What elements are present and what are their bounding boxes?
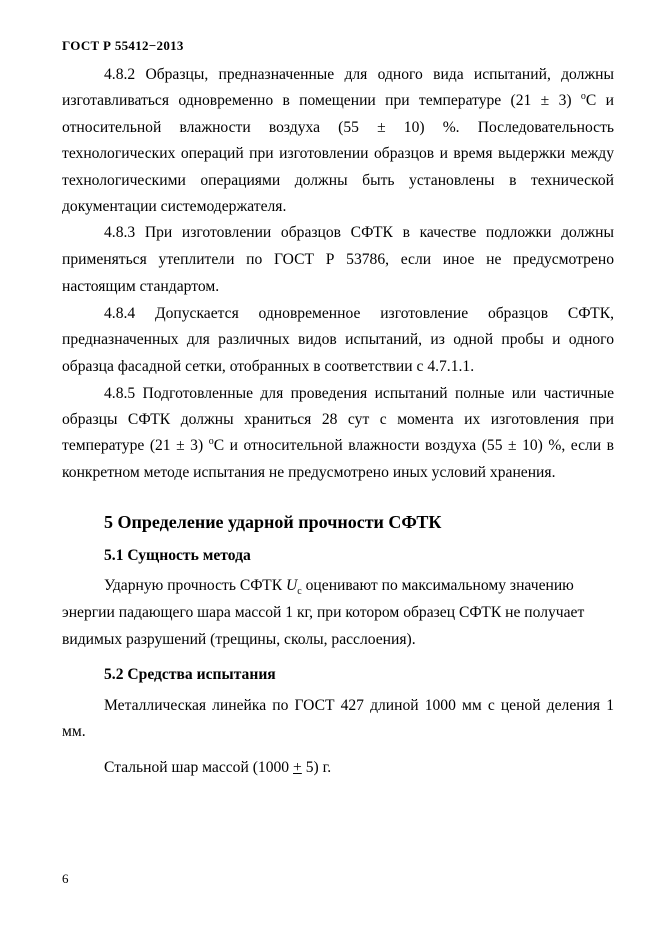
paragraph-text: Стальной шар массой (1000: [104, 758, 294, 776]
paragraph-text: С и относительной влажности воздуха (55 ± 10) %, если в конкретном методе испытания не предусмотрено иных условий хранения.: [62, 437, 614, 481]
degree-sign: о: [208, 436, 214, 448]
paragraph-4-8-2: [62, 62, 614, 220]
paragraph-4-8-3: 4.8.3 При изготовлении образцов СФТК в качестве подложки должны применяться утеплители по ГОСТ Р 53786, если иное не предусмотрено настоящим стандартом.: [62, 224, 614, 296]
paragraph-text: оценивают по максимальному значению энергии падающего шара массой 1 кг, при котором образец СФТК не получает видимых разрушений (трещины, сколы, расслоения).: [62, 576, 585, 648]
paragraph-5-2-ball: [62, 755, 614, 781]
page-content: [62, 62, 614, 781]
paragraph-text: С и относительной влажности воздуха (55 ± 10) %. Последовательность технологических операций при изготовлении образцов и время выдержки между технологическими операциями должны быть установлены в технической документации системодержателя.: [62, 92, 614, 216]
subsection-5-1-title: 5.1 Сущность метода: [104, 546, 251, 564]
paragraph-text: Ударную прочность СФТК: [104, 576, 287, 594]
symbol-subscript: c: [297, 585, 302, 597]
paragraph-text: 4.8.5 Подготовленные для проведения испытаний полные или частичные образцы СФТК должны храниться 28 сут с момента их изготовления при температуре (21 ± 3): [62, 384, 614, 455]
document-header: ГОСТ Р 55412−2013: [62, 38, 184, 53]
paragraph-5-2-ruler: Металлическая линейка по ГОСТ 427 длиной 1000 мм с ценой деления 1 мм.: [62, 696, 614, 740]
paragraph-text: 4.8.2 Образцы, предназначенные для одного вида испытаний, должны изготавливаться одновременно в помещении при температуре (21 ± 3): [62, 66, 614, 110]
impact-strength-symbol: U: [286, 576, 298, 594]
paragraph-4-8-4: 4.8.4 Допускается одновременное изготовление образцов СФТК, предназначенных для различных видов испытаний, из одной пробы и одного образца фасадной сетки, отобранных в соответствии с 4.7.1.1.: [62, 304, 614, 376]
section-5-title: 5 Определение ударной прочности СФТК: [104, 511, 442, 532]
subsection-5-2-title: 5.2 Средства испытания: [104, 665, 276, 683]
paragraph-4-8-5: [62, 381, 614, 486]
paragraph-text: 5) г.: [301, 758, 332, 776]
plus-minus-sign: +: [293, 758, 302, 776]
degree-sign: о: [580, 91, 586, 103]
paragraph-5-1: [62, 572, 614, 653]
page-number: 6: [62, 871, 69, 886]
